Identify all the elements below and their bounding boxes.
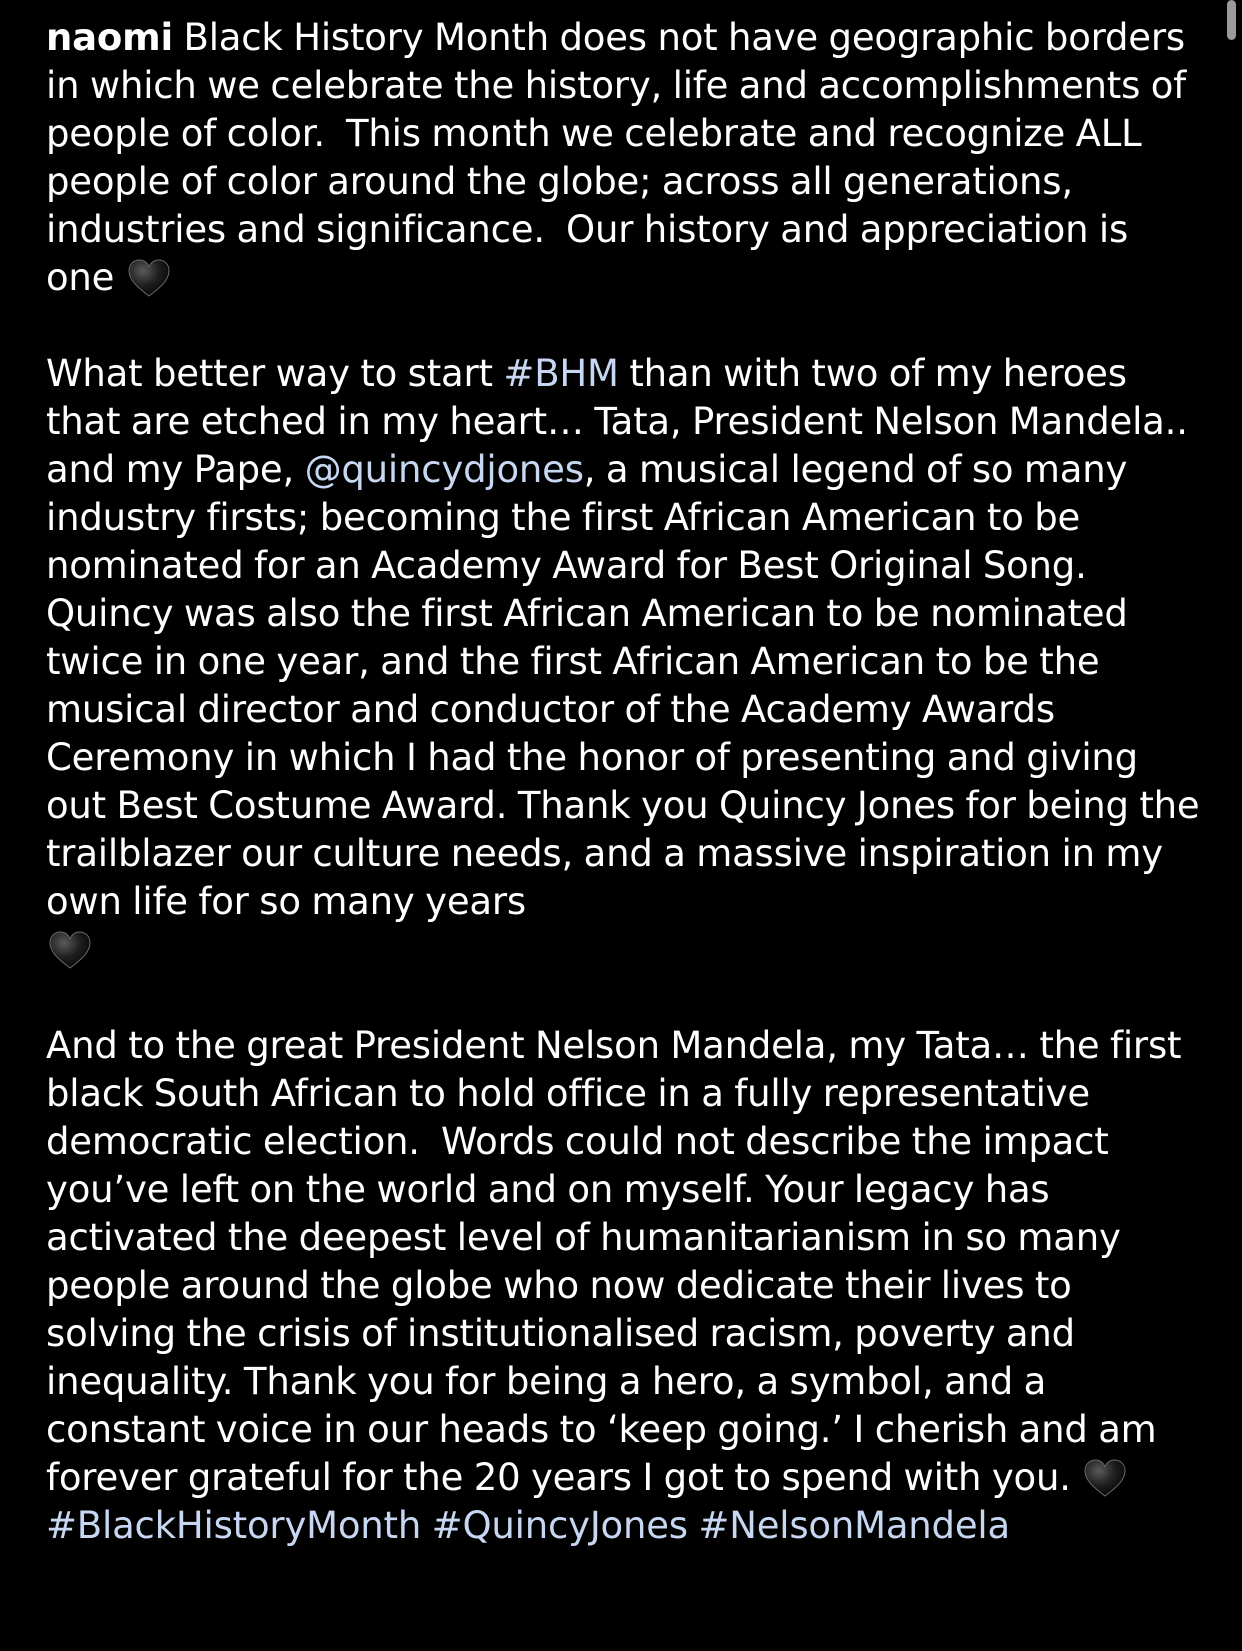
caption-text-2a: What better way to start (46, 352, 504, 395)
black-heart-icon (48, 930, 92, 970)
mention-quincydjones-link[interactable]: @quincydjones (304, 448, 584, 491)
caption-text-2c: , a musical legend of so many industry firsts; becoming the first African American to be nominated for an Academy Award for Best Original Song. Quincy was also the first African American to be nominated twice in one year, and the first African American to be the musical director and conductor of the Academy Awards Ceremony in which I had the honor of presenting and giving out Best Costume Award. Thank you Quincy Jones for being the trailblazer our culture needs, and a massive inspiration in my own life for so many years (46, 448, 1210, 923)
hashtag-bhm-link[interactable]: #BHM (503, 352, 619, 395)
caption-text-2b: than with two of my heroes that are etched in my heart… Tata, President Nelson Mandela.. and my Pape, (46, 352, 1199, 491)
hashtag-nelsonmandela-link[interactable]: #NelsonMandela (698, 1504, 1010, 1547)
caption-paragraph-1 (46, 14, 1206, 302)
caption-paragraph-2 (46, 350, 1210, 974)
username-link[interactable]: naomi (46, 16, 173, 59)
scrollbar-thumb[interactable] (1227, 0, 1236, 40)
black-heart-icon (1083, 1458, 1127, 1498)
hashtag-blackhistorymonth-link[interactable]: #BlackHistoryMonth (46, 1504, 422, 1547)
caption-text-3: And to the great President Nelson Mandela, my Tata… the first black South African to hold office in a fully representative democratic election. Words could not describe the impact you’ve left on the world and on myself. Your legacy has activated the deepest level of humanitarianism in so many people around the globe who now dedicate their lives to solving the crisis of institutionalised racism, poverty and inequality. Thank you for being a hero, a symbol, and a constant voice in our heads to ‘keep going.’ I cherish and am forever grateful for the 20 years I got to spend with you. (46, 1024, 1192, 1499)
post-caption (46, 14, 1210, 1550)
caption-text-1: Black History Month does not have geographic borders in which we celebrate the history, life and accomplishments of people of color. This month we celebrate and recognize ALL people of color around the globe; across all generations, industries and significance. Our history and appreciation is one (46, 16, 1197, 299)
black-heart-icon (127, 258, 171, 298)
caption-paragraph-3 (46, 1022, 1206, 1550)
hashtag-quincyjones-link[interactable]: #QuincyJones (431, 1504, 688, 1547)
